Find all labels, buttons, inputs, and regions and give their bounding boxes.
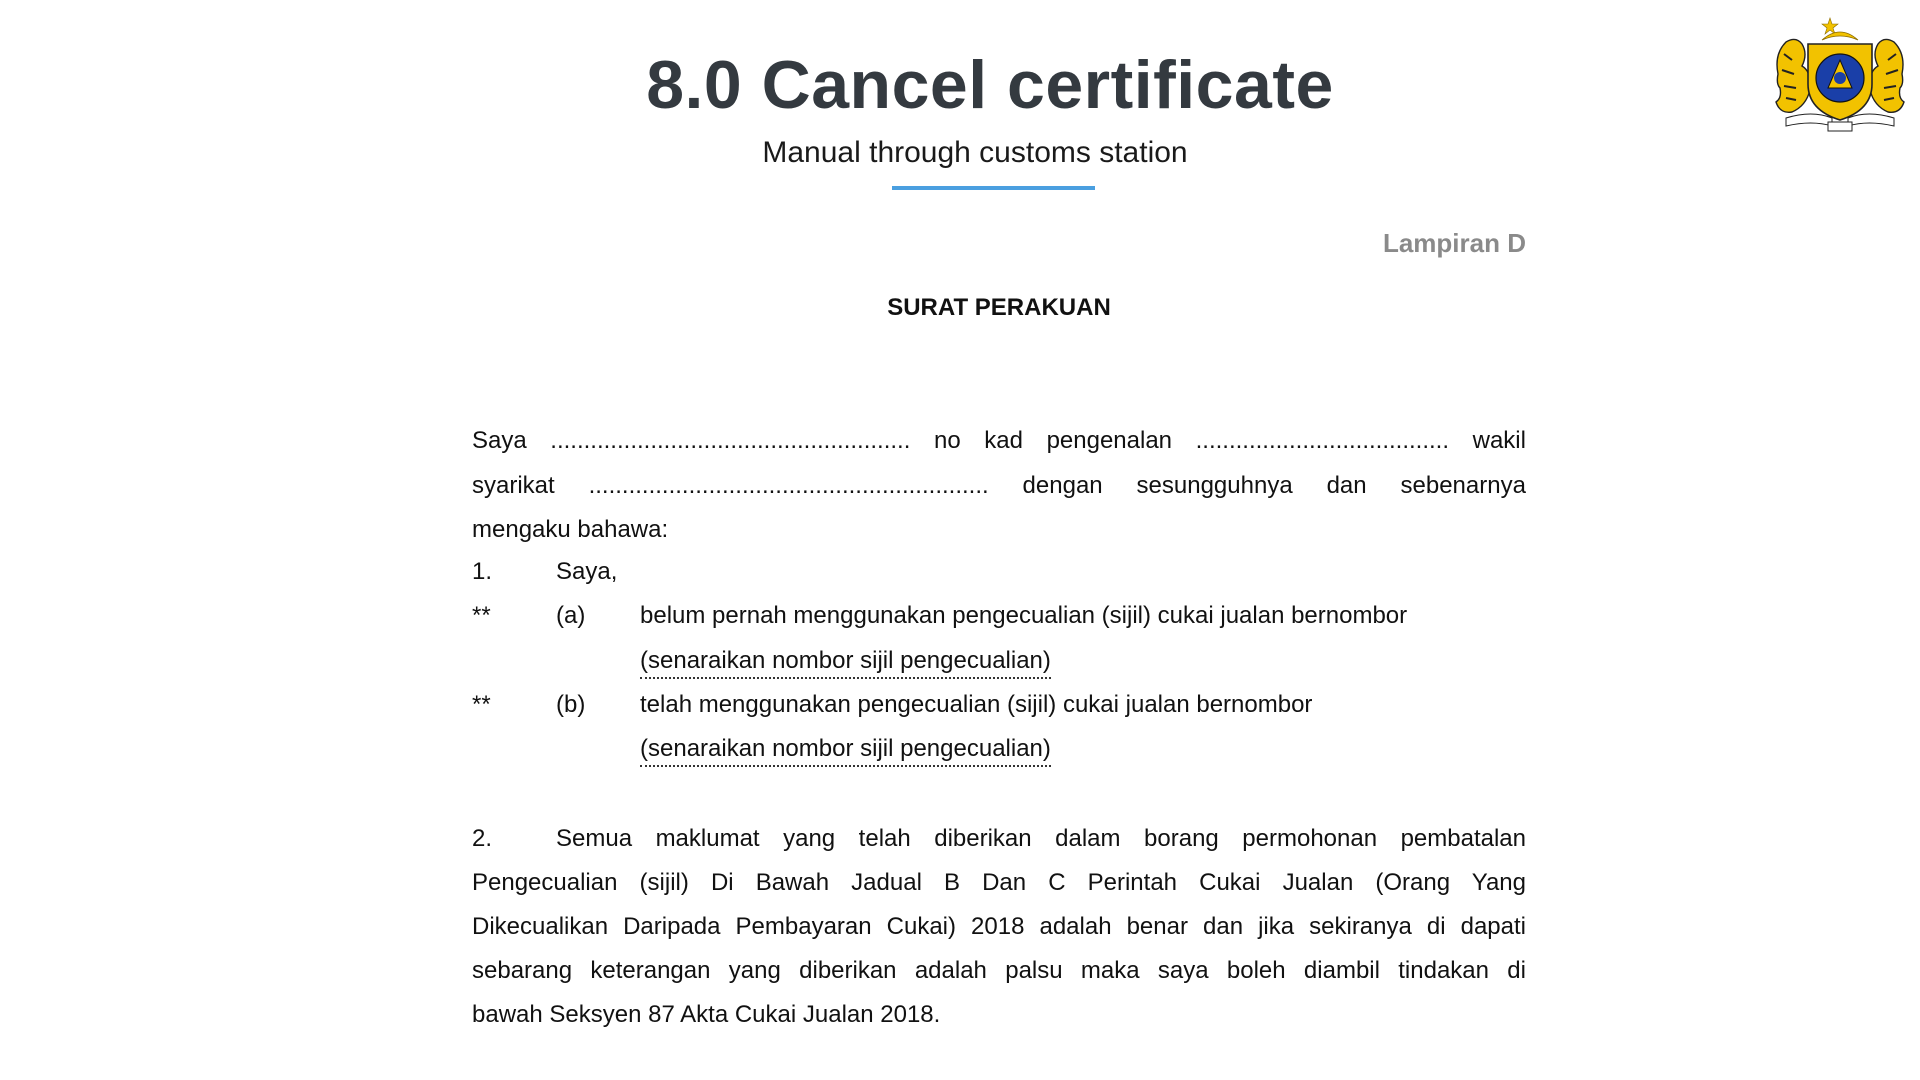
intro-word: sesungguhnya [1136,472,1293,499]
intro-line-3: mengaku bahawa: [472,516,669,543]
customs-crest-icon [1772,14,1908,138]
intro-word: Saya [472,427,527,454]
intro-word: dan [1326,472,1367,499]
item-number: 1. [472,558,493,585]
item-1b-note [472,734,1526,764]
item-2-line-5: bawah Seksyen 87 Akta Cukai Jualan 2018. [472,1001,941,1028]
item-1b [472,690,1526,720]
item-text: Semua maklumat yang telah diberikan dalam borang permohonan pembatalan [556,825,1526,852]
item-2-line-2: Pengecualian (sijil) Di Bawah Jadual B Dan C Perintah Cukai Jualan (Orang Yang [472,869,1526,896]
document-heading: SURAT PERAKUAN [887,294,1111,321]
item-number: 2. [472,825,493,852]
certificate-number-note: (senaraikan nombor sijil pengecualian) [640,734,1051,767]
page-subtitle: Manual through customs station [762,136,1188,169]
item-marker: ** [472,691,491,718]
item-text: belum pernah menggunakan pengecualian (sijil) cukai jualan bernombor [640,602,1408,629]
intro-word: wakil [1472,427,1526,454]
item-1 [472,557,1526,587]
intro-word: no [933,427,961,454]
item-1a [472,601,1526,631]
item-2-line-4: sebarang keterangan yang diberikan adalah palsu maka saya boleh diambil tindakan di [472,957,1526,984]
intro-word: pengenalan [1046,427,1173,454]
name-blank: ...................................................... [550,427,911,454]
intro-word: kad [984,427,1023,454]
intro-word: syarikat [472,472,555,499]
item-label: (b) [556,691,586,718]
company-blank: ............................................................ [588,472,989,499]
page-title: 8.0 Cancel certificate [646,47,1334,123]
title-underline [892,186,1095,190]
intro-word: sebenarnya [1400,472,1526,499]
item-label: (a) [556,602,586,629]
intro-line-1 [472,426,1526,456]
item-2-first-line [472,824,1526,854]
id-number-blank: ...................................... [1195,427,1450,454]
item-1a-note [472,646,1526,676]
intro-line-2 [472,471,1526,501]
item-text: telah menggunakan pengecualian (sijil) cukai jualan bernombor [640,691,1313,718]
certificate-number-note: (senaraikan nombor sijil pengecualian) [640,646,1051,679]
attachment-label: Lampiran D [1382,228,1526,258]
item-2-line-3: Dikecualikan Daripada Pembayaran Cukai) 2018 adalah benar dan jika sekiranya di dapati [472,913,1526,940]
item-marker: ** [472,602,491,629]
item-text: Saya, [556,558,618,585]
intro-word: dengan [1022,472,1103,499]
